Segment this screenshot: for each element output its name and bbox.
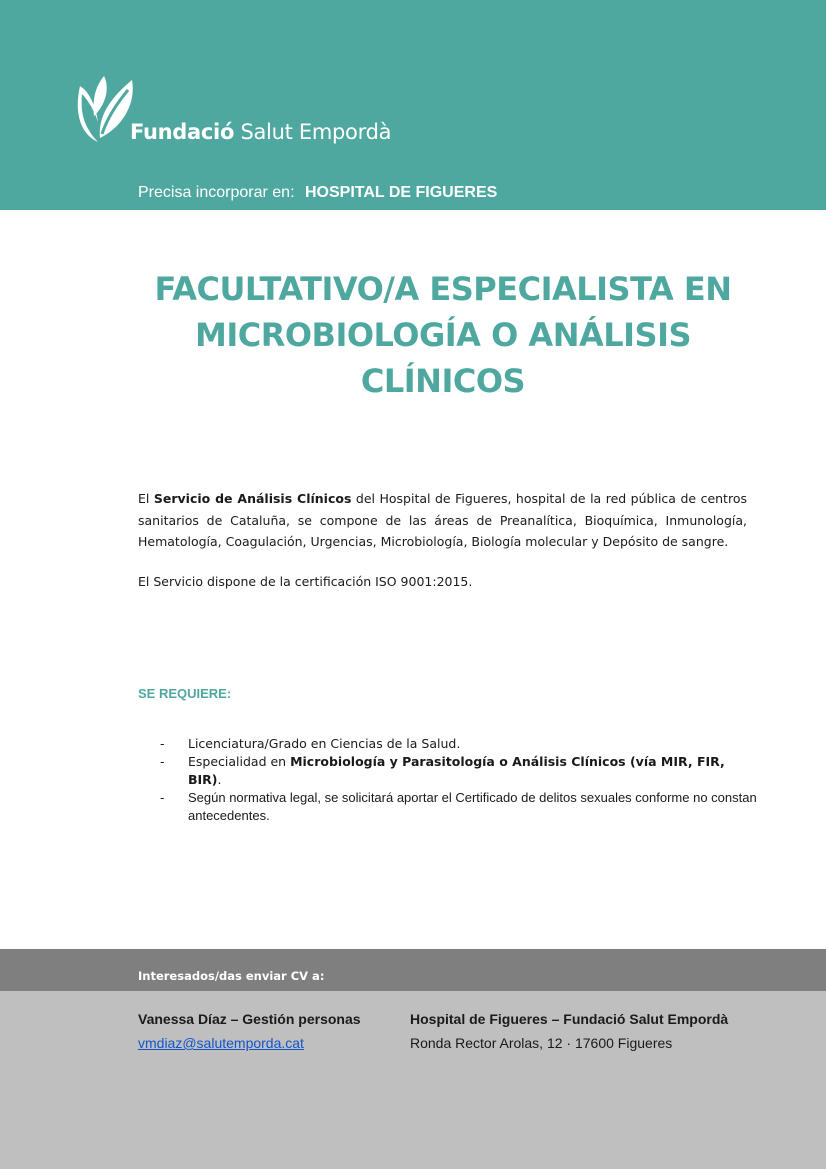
logo-text: Fundació Salut Empordà (130, 120, 392, 144)
job-title-line-1: FACULTATIVO/A ESPECIALISTA EN (154, 270, 732, 308)
certification-text: El Servicio dispone de la certificación ISO 9001:2015. (138, 574, 473, 589)
precisa-label: Precisa incorporar en: (138, 184, 295, 201)
logo (74, 72, 391, 144)
recruiting-location (138, 184, 497, 202)
hospital-name: HOSPITAL DE FIGUERES (304, 184, 498, 201)
service-description: El Servicio de Análisis Clínicos del Hospital de Figueres, hospital de la red pública de centros sanitarios de Cataluña, se compone de las áreas de Preanalítica, Bioquímica, Inmunología, Hematología, Coagulación, Urgencias, Microbiología, Biología molecular y Depósito de sangre. (138, 491, 747, 549)
list-item: - Licenciatura/Grado en Ciencias de la Salud. (160, 736, 461, 751)
list-item: - Según normativa legal, se solicitará aportar el Certificado de delitos sexuales conforme no constan antecedentes. (160, 790, 757, 823)
requirements-heading: SE REQUIERE: (138, 686, 232, 701)
requirements-list (160, 735, 760, 825)
service-name: Servicio de Análisis Clínicos (153, 491, 352, 506)
header-banner (0, 0, 826, 210)
list-item: - Especialidad en Microbiología y Parasitología o Análisis Clínicos (vía MIR, FIR, BIR). (160, 754, 725, 787)
job-title (120, 266, 766, 404)
organization-block (410, 1011, 728, 1051)
organization-name: Hospital de Figueres – Fundació Salut Empordà (410, 1011, 729, 1027)
footer-label-bar (0, 949, 826, 991)
leaf-logo-icon (74, 72, 138, 144)
organization-address: Ronda Rector Arolas, 12 · 17600 Figueres (410, 1035, 673, 1051)
footer-label: Interesados/das enviar CV a: (138, 969, 325, 983)
contact-name: Vanessa Díaz – Gestión personas (138, 1011, 361, 1027)
job-title-line-3: CLÍNICOS (360, 362, 526, 400)
footer (0, 991, 826, 1169)
contact-block (138, 1011, 361, 1051)
job-title-line-2: MICROBIOLOGÍA O ANÁLISIS (194, 316, 692, 354)
contact-email-link[interactable]: vmdiaz@salutemporda.cat (138, 1035, 304, 1051)
